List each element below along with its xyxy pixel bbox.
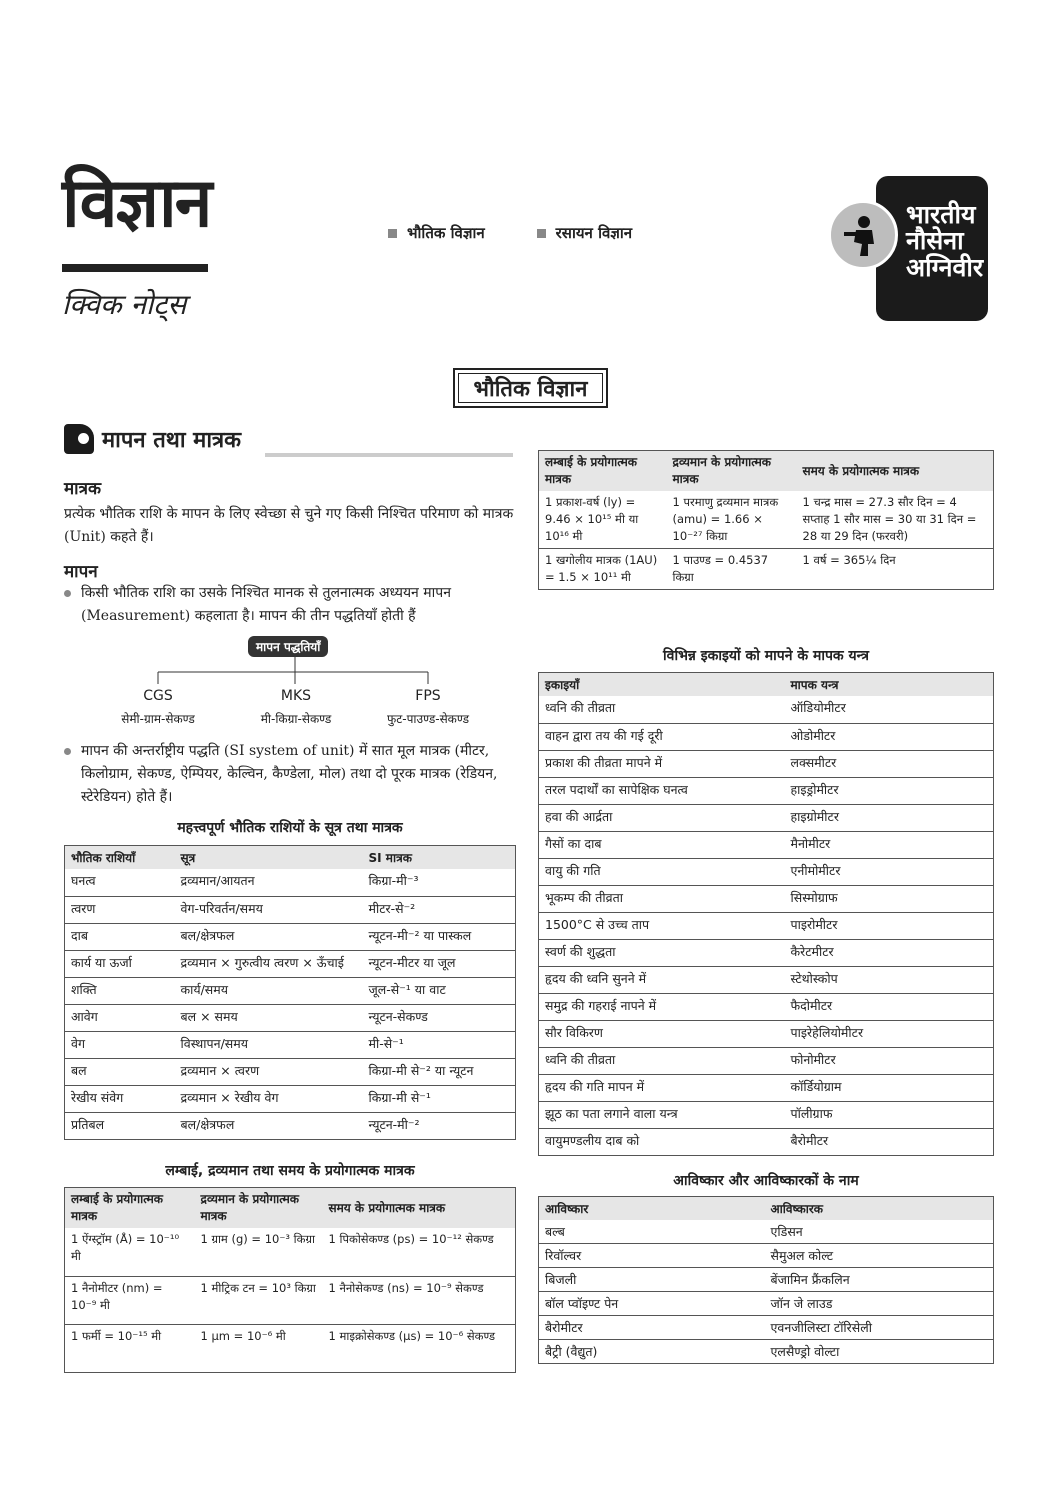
table-cell: बल/क्षेत्रफल bbox=[175, 923, 363, 950]
measurement-bullet: किसी भौतिक राशि का उसके निश्चित मानक से तुलनात्मक अध्ययन मापन (Measurement) कहलाता है। मापन की तीन पद्धतियाँ होती हैं bbox=[64, 582, 516, 628]
table-cell: बल bbox=[65, 1058, 175, 1085]
table-row bbox=[65, 869, 516, 896]
table-row bbox=[65, 1004, 516, 1031]
table-row bbox=[65, 950, 516, 977]
table-cell: 1 वर्ष = 365¼ दिन bbox=[797, 549, 994, 590]
table-row bbox=[539, 1340, 994, 1364]
book-title: विज्ञान bbox=[62, 164, 211, 243]
table-cell: कार्य या ऊर्जा bbox=[65, 950, 175, 977]
series-badge: भारतीय नौसेना अग्निवीर bbox=[876, 176, 988, 321]
method-fps: FPS फुट-पाउण्ड-सेकण्ड bbox=[386, 688, 470, 726]
table-cell: एडिसन bbox=[770, 1224, 803, 1239]
table-cell: आवेग bbox=[65, 1004, 175, 1031]
table-cell: द्रव्यमान × रेखीय वेग bbox=[175, 1085, 363, 1112]
table-cell: स्टेथोस्कोप bbox=[785, 966, 994, 993]
table-cell: पॉलीग्राफ bbox=[785, 1101, 994, 1128]
table-row bbox=[539, 1047, 994, 1074]
table-cell: मैनोमीटर bbox=[785, 831, 994, 858]
table-cell: प्रतिबल bbox=[65, 1112, 175, 1139]
table-cell: द्रव्यमान/आयतन bbox=[180, 873, 255, 888]
table-cell: 1 नैनोसेकण्ड (ns) = 10⁻⁹ सेकण्ड bbox=[323, 1276, 516, 1324]
table-row bbox=[539, 549, 994, 590]
methods-connector bbox=[150, 656, 440, 686]
table-cell: किग्रा-मी से⁻² या न्यूटन bbox=[363, 1058, 516, 1085]
table-cell: सौर विकिरण bbox=[539, 1020, 785, 1047]
table-cell: बल × समय bbox=[175, 1004, 363, 1031]
bullet-icon bbox=[64, 748, 71, 755]
table-cell: झूठ का पता लगाने वाला यन्त्र bbox=[539, 1101, 785, 1128]
table-cell: वायुमण्डलीय दाब को bbox=[539, 1128, 785, 1155]
table-cell: पाइरोमीटर bbox=[785, 912, 994, 939]
table-cell: बिजली bbox=[539, 1268, 765, 1292]
table-row bbox=[539, 885, 994, 912]
table-header-row: आविष्कार आविष्कारक bbox=[539, 1197, 994, 1221]
table-cell: जूल-से⁻¹ या वाट bbox=[363, 977, 516, 1004]
method-cgs: CGS सेमी-ग्राम-सेकण्ड bbox=[121, 688, 195, 726]
table-cell: किग्रा-मी⁻³ bbox=[368, 873, 419, 888]
table-row bbox=[65, 1112, 516, 1139]
table-cell: द्रव्यमान × गुरुत्वीय त्वरण × ऊँचाई bbox=[175, 950, 363, 977]
table-cell: 1 पाउण्ड = 0.4537 किग्रा bbox=[667, 549, 797, 590]
table-cell: द्रव्यमान × त्वरण bbox=[175, 1058, 363, 1085]
table-cell: लक्समीटर bbox=[785, 750, 994, 777]
table-row bbox=[539, 1020, 994, 1047]
section-title: भौतिक विज्ञान bbox=[453, 368, 608, 408]
si-bullet: मापन की अन्तर्राष्ट्रीय पद्धति (SI system of unit) में सात मूल मात्रक (मीटर, किलोग्राम, सेकण्ड, ऐम्पियर, केल्विन, कैण्डेला, मोल) तथा दो पूरक मात्रक (रेडियन, स्टेरेडियन) होते हैं। bbox=[64, 740, 516, 809]
table-cell: तरल पदार्थों का सापेक्षिक घनत्व bbox=[539, 777, 785, 804]
instruments-table-caption: विभिन्न इकाइयों को मापने के मापक यन्त्र bbox=[663, 648, 869, 664]
table-row bbox=[65, 896, 516, 923]
table-cell: न्यूटन-मी⁻² bbox=[363, 1112, 516, 1139]
table-cell: गैसों का दाब bbox=[539, 831, 785, 858]
unit-definition: प्रत्येक भौतिक राशि के मापन के लिए स्वेच्छा से चुने गए किसी निश्चित परिमाण को मात्रक (Unit) कहते हैं। bbox=[64, 506, 514, 545]
table-cell: बल्ब bbox=[545, 1224, 565, 1239]
table-row bbox=[539, 1220, 994, 1244]
table-row bbox=[539, 777, 994, 804]
table-cell: हाइड्रोमीटर bbox=[785, 777, 994, 804]
table-cell: दाब bbox=[65, 923, 175, 950]
table-cell: बल/क्षेत्रफल bbox=[175, 1112, 363, 1139]
table-row bbox=[539, 1316, 994, 1340]
table-cell: एनीमोमीटर bbox=[785, 858, 994, 885]
table-cell: स्वर्ण की शुद्धता bbox=[539, 939, 785, 966]
inventions-table bbox=[538, 1196, 994, 1364]
practical-units-table bbox=[64, 1187, 516, 1373]
table-row bbox=[539, 491, 994, 549]
table-cell: शक्ति bbox=[65, 977, 175, 1004]
table-cell: हृदय की ध्वनि सुनने में bbox=[539, 966, 785, 993]
table-header-row: लम्बाई के प्रयोगात्मक मात्रक द्रव्यमान के प्रयोगात्मक मात्रक समय के प्रयोगात्मक मात्रक bbox=[539, 451, 994, 492]
table-row bbox=[539, 966, 994, 993]
table-cell: 1 नैनोमीटर (nm) = 10⁻⁹ मी bbox=[65, 1276, 195, 1324]
table-cell: रेखीय संवेग bbox=[65, 1085, 175, 1112]
table-cell: 1 ऐंग्स्ट्रॉम (Å) = 10⁻¹⁰ मी bbox=[71, 1232, 180, 1263]
table-row bbox=[539, 723, 994, 750]
table-cell: जॉन जे लाउड bbox=[765, 1292, 994, 1316]
heading-rule bbox=[265, 453, 513, 457]
methods-label: मापन पद्धतियाँ bbox=[248, 636, 328, 657]
practical-units-table-2 bbox=[538, 450, 994, 590]
table-cell: हवा की आर्द्रता bbox=[539, 804, 785, 831]
table-row bbox=[65, 1031, 516, 1058]
table-cell: रिवॉल्वर bbox=[539, 1244, 765, 1268]
table-row bbox=[539, 1292, 994, 1316]
table-cell: वायु की गति bbox=[539, 858, 785, 885]
table-row bbox=[65, 923, 516, 950]
table-row bbox=[539, 939, 994, 966]
table-cell: न्यूटन-मीटर या जूल bbox=[363, 950, 516, 977]
table-cell: न्यूटन-मी⁻² या पास्कल bbox=[363, 923, 516, 950]
bullet-icon bbox=[64, 590, 71, 597]
table-cell: किग्रा-मी से⁻¹ bbox=[363, 1085, 516, 1112]
table-cell: मीटर-से⁻² bbox=[363, 896, 516, 923]
table-cell: कैरेटमीटर bbox=[785, 939, 994, 966]
chapter-marker-icon bbox=[64, 424, 94, 454]
table-row bbox=[65, 1058, 516, 1085]
table-cell: न्यूटन-सेकण्ड bbox=[363, 1004, 516, 1031]
table-cell: बेंजामिन फ्रैंकलिन bbox=[765, 1268, 994, 1292]
square-bullet-icon bbox=[537, 229, 546, 238]
table-cell: समुद्र की गहराई नापने में bbox=[539, 993, 785, 1020]
topic-item: भौतिक विज्ञान bbox=[388, 223, 485, 243]
table-row bbox=[539, 993, 994, 1020]
table-cell: त्वरण bbox=[65, 896, 175, 923]
inventions-table-caption: आविष्कार और आविष्कारकों के नाम bbox=[673, 1173, 859, 1189]
table-cell: भूकम्प की तीव्रता bbox=[539, 885, 785, 912]
table-row bbox=[65, 1085, 516, 1112]
table-row bbox=[539, 750, 994, 777]
table-cell: ऑडियोमीटर bbox=[790, 700, 846, 715]
table-cell: 1 ग्राम (g) = 10⁻³ किग्रा bbox=[200, 1232, 315, 1246]
table-row bbox=[539, 1101, 994, 1128]
table-cell: वेग bbox=[65, 1031, 175, 1058]
table-cell: 1 खगोलीय मात्रक (1AU) = 1.5 × 10¹¹ मी bbox=[539, 549, 667, 590]
table-header-row: भौतिक राशियाँ सूत्र SI मात्रक bbox=[65, 846, 516, 870]
table-cell: एवनजीलिस्टा टॉरिसेली bbox=[765, 1316, 994, 1340]
table-cell: 1 माइक्रोसेकण्ड (μs) = 10⁻⁶ सेकण्ड bbox=[323, 1324, 516, 1372]
square-bullet-icon bbox=[388, 229, 397, 238]
table-cell: ओडोमीटर bbox=[785, 723, 994, 750]
unit-block bbox=[64, 476, 516, 628]
table-cell: ध्वनि की तीव्रता bbox=[545, 700, 616, 715]
table-cell: 1 फर्मी = 10⁻¹⁵ मी bbox=[65, 1324, 195, 1372]
instruments-table bbox=[538, 672, 994, 1156]
table-row bbox=[65, 1228, 516, 1276]
table-cell: बैट्री (वैद्युत) bbox=[539, 1340, 765, 1364]
table-cell: फोनोमीटर bbox=[785, 1047, 994, 1074]
table-cell: कार्य/समय bbox=[175, 977, 363, 1004]
formula-table-caption: महत्त्वपूर्ण भौतिक राशियों के सूत्र तथा मात्रक bbox=[177, 820, 403, 836]
table-row bbox=[65, 977, 516, 1004]
formula-table bbox=[64, 845, 516, 1140]
table-row bbox=[539, 858, 994, 885]
table-cell: घनत्व bbox=[71, 873, 96, 888]
table-row bbox=[539, 696, 994, 723]
unit-heading: मात्रक bbox=[64, 479, 102, 499]
table-cell: सैमुअल कोल्ट bbox=[765, 1244, 994, 1268]
table-row bbox=[65, 1324, 516, 1372]
table-row bbox=[65, 1276, 516, 1324]
table-cell: 1 परमाणु द्रव्यमान मात्रक (amu) = 1.66 × 10⁻²⁷ किग्रा bbox=[672, 495, 779, 543]
table-row bbox=[539, 1268, 994, 1292]
measurement-heading: मापन bbox=[64, 562, 98, 582]
method-mks: MKS मी-किग्रा-सेकण्ड bbox=[260, 688, 332, 726]
topic-list bbox=[388, 223, 632, 243]
table-cell: प्रकाश की तीव्रता मापने में bbox=[539, 750, 785, 777]
table-cell: हाइग्रोमीटर bbox=[785, 804, 994, 831]
table-row bbox=[539, 1128, 994, 1155]
table-cell: हृदय की गति मापन में bbox=[539, 1074, 785, 1101]
table-row bbox=[539, 1074, 994, 1101]
table-cell: बॉल प्वॉइण्ट पेन bbox=[539, 1292, 765, 1316]
table-cell: एलसैण्ड्रो वोल्टा bbox=[765, 1340, 994, 1364]
table-cell: बैरोमीटर bbox=[785, 1128, 994, 1155]
table-cell: 1 μm = 10⁻⁶ मी bbox=[195, 1324, 323, 1372]
table-cell: 1500°C से उच्च ताप bbox=[539, 912, 785, 939]
chapter-heading: मापन तथा मात्रक bbox=[64, 424, 241, 454]
table-cell: ध्वनि की तीव्रता bbox=[539, 1047, 785, 1074]
table-cell: बैरोमीटर bbox=[539, 1316, 765, 1340]
table-header-row: इकाइयाँ मापक यन्त्र bbox=[539, 673, 994, 697]
table-header-row: लम्बाई के प्रयोगात्मक मात्रक द्रव्यमान के प्रयोगात्मक मात्रक समय के प्रयोगात्मक मात्रक bbox=[65, 1188, 516, 1229]
table-row bbox=[539, 912, 994, 939]
table-cell: पाइरेहेलियोमीटर bbox=[785, 1020, 994, 1047]
title-underline bbox=[62, 264, 208, 272]
table-cell: मी-से⁻¹ bbox=[363, 1031, 516, 1058]
table-row bbox=[539, 804, 994, 831]
table-cell: विस्थापन/समय bbox=[175, 1031, 363, 1058]
table-cell: सिस्मोग्राफ bbox=[785, 885, 994, 912]
table-cell: वेग-परिवर्तन/समय bbox=[175, 896, 363, 923]
book-subtitle: क्विक नोट्स bbox=[62, 288, 187, 321]
table-cell: 1 चन्द्र मास = 27.3 सौर दिन = 4 सप्ताह 1 सौर मास = 30 या 31 दिन = 28 या 29 दिन (फरवरी) bbox=[802, 495, 977, 543]
table-cell: 1 पिकोसेकण्ड (ps) = 10⁻¹² सेकण्ड bbox=[328, 1232, 494, 1246]
table-row bbox=[539, 1244, 994, 1268]
table-row bbox=[539, 831, 994, 858]
soldier-icon bbox=[828, 200, 898, 270]
table-cell: कॉर्डियोग्राम bbox=[785, 1074, 994, 1101]
practical-table-caption: लम्बाई, द्रव्यमान तथा समय के प्रयोगात्मक मात्रक bbox=[165, 1163, 415, 1179]
table-cell: 1 प्रकाश-वर्ष (ly) = 9.46 × 10¹⁵ मी या 10¹⁶ मी bbox=[545, 495, 639, 543]
table-cell: 1 मीट्रिक टन = 10³ किग्रा bbox=[195, 1276, 323, 1324]
table-cell: फैदोमीटर bbox=[785, 993, 994, 1020]
table-cell: वाहन द्वारा तय की गई दूरी bbox=[539, 723, 785, 750]
topic-item: रसायन विज्ञान bbox=[537, 223, 632, 243]
